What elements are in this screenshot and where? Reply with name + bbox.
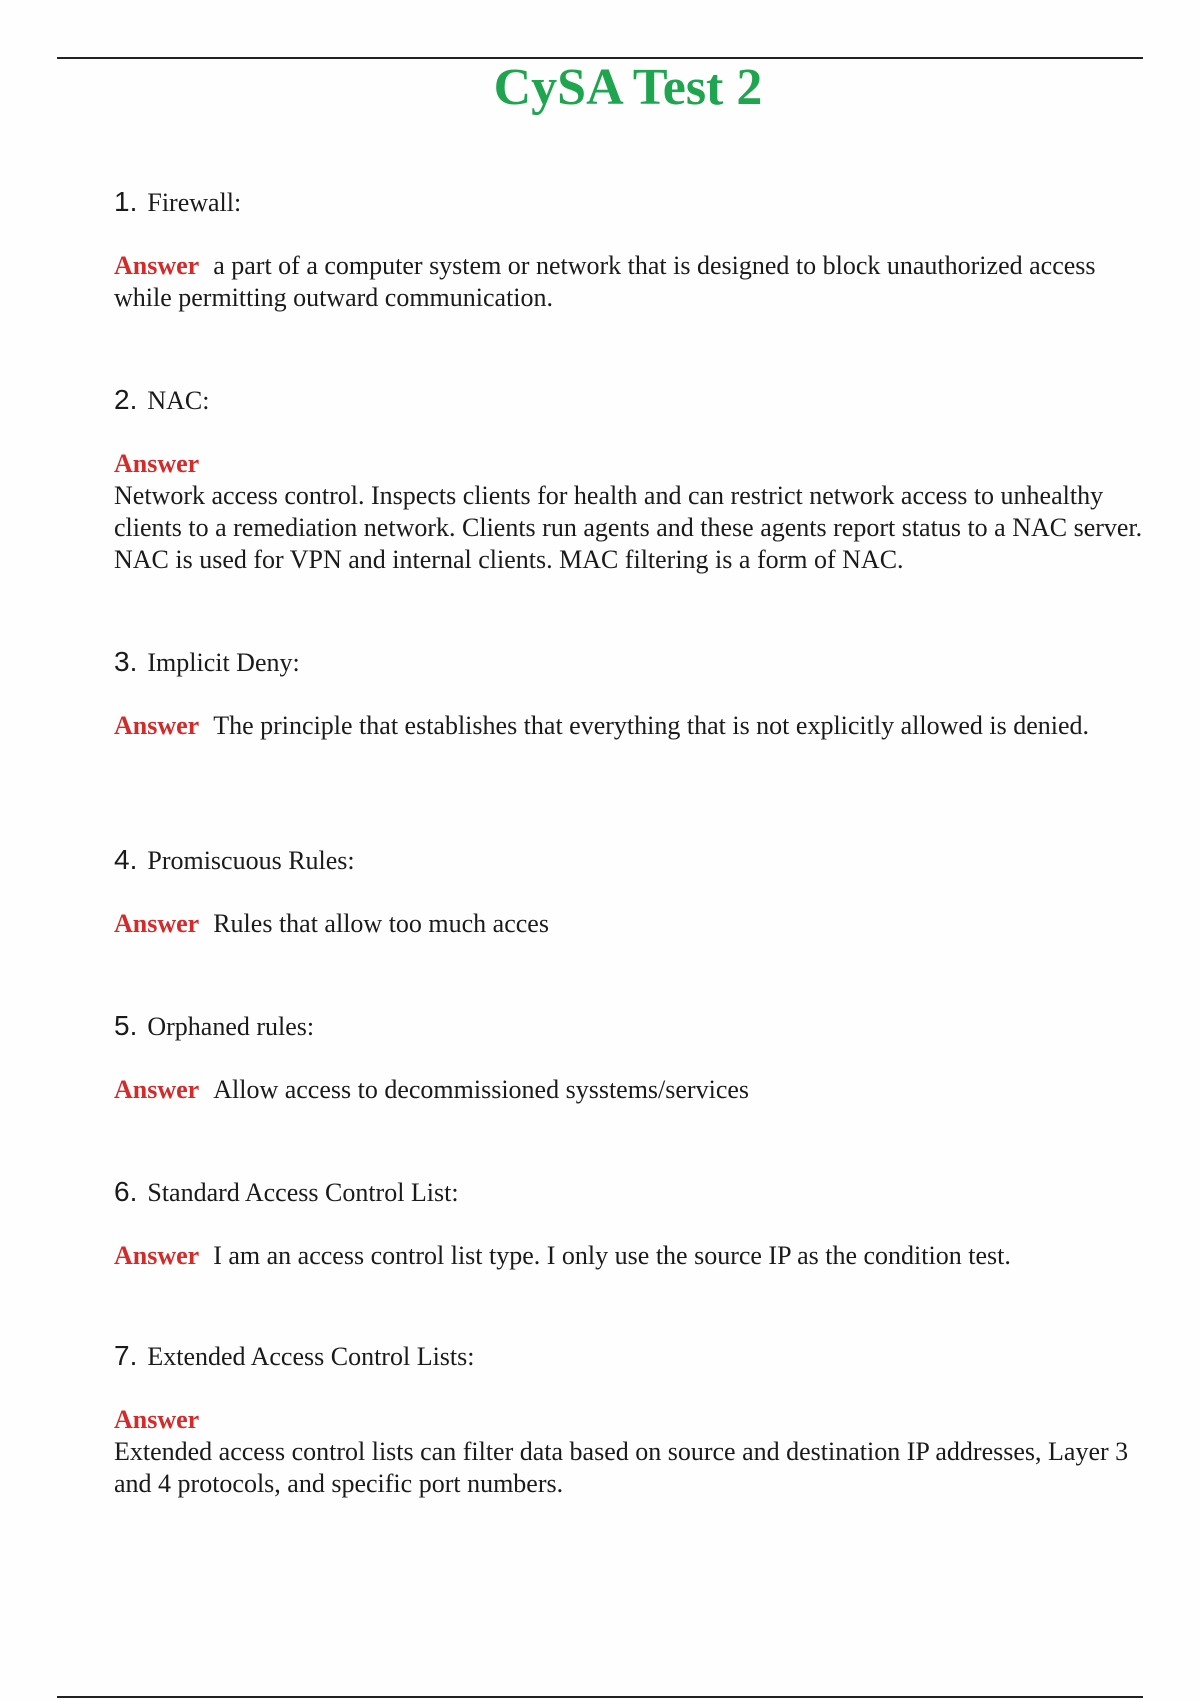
- document-title: CySA Test 2: [493, 59, 763, 116]
- question-text: Promiscuous Rules:: [147, 846, 355, 875]
- question-text: Extended Access Control Lists:: [147, 1342, 475, 1371]
- answer-label: Answer: [114, 1075, 200, 1104]
- answer-label: Answer: [114, 1405, 200, 1434]
- question-item: [114, 384, 1144, 576]
- question-number: 5.: [114, 1010, 138, 1041]
- question-item: [114, 1176, 1144, 1272]
- question-term: [114, 186, 1144, 218]
- question-number: 2.: [114, 384, 138, 415]
- question-number: 6.: [114, 1176, 138, 1207]
- question-term: [114, 1340, 1144, 1372]
- question-text: Orphaned rules:: [147, 1012, 315, 1041]
- bottom-rule: [57, 1696, 1143, 1698]
- answer-label: Answer: [114, 251, 200, 280]
- question-term: [114, 1010, 1144, 1042]
- answer-text: Network access control. Inspects clients for health and can restrict network access to unhealthy clients to a remediation network. Clients run agents and these agents report status to a NAC server. NAC is used for VPN and internal clients. MAC filtering is a form of NAC.: [114, 481, 1143, 574]
- answer-text: I am an access control list type. I only use the source IP as the condition test.: [213, 1241, 1011, 1270]
- question-text: Firewall:: [147, 188, 242, 217]
- question-number: 4.: [114, 844, 138, 875]
- answer-block: [114, 250, 1144, 314]
- question-item: [114, 1010, 1144, 1106]
- question-text: Implicit Deny:: [147, 648, 300, 677]
- question-text: NAC:: [147, 386, 210, 415]
- answer-text: Extended access control lists can filter data based on source and destination IP addresses, Layer 3 and 4 protocols, and specific port numbers.: [114, 1437, 1129, 1498]
- question-text: Standard Access Control List:: [147, 1178, 459, 1207]
- answer-block: [114, 908, 1144, 940]
- question-number: 3.: [114, 646, 138, 677]
- answer-block: [114, 1404, 1144, 1500]
- answer-label: Answer: [114, 449, 200, 478]
- question-number: 1.: [114, 186, 138, 217]
- answer-label: Answer: [114, 909, 200, 938]
- answer-label: Answer: [114, 1241, 200, 1270]
- question-term: [114, 1176, 1144, 1208]
- answer-text: Rules that allow too much acces: [213, 909, 549, 938]
- answer-label: Answer: [114, 711, 200, 740]
- question-item: [114, 844, 1144, 940]
- question-number: 7.: [114, 1340, 138, 1371]
- answer-block: [114, 710, 1144, 742]
- question-term: [114, 646, 1144, 678]
- answer-text: The principle that establishes that everything that is not explicitly allowed is denied.: [213, 711, 1090, 740]
- question-term: [114, 844, 1144, 876]
- question-item: [114, 646, 1144, 742]
- question-item: [114, 1340, 1144, 1500]
- answer-block: [114, 448, 1144, 576]
- answer-text: Allow access to decommissioned sysstems/services: [213, 1075, 750, 1104]
- answer-text: a part of a computer system or network that is designed to block unauthorized access while permitting outward communication.: [114, 251, 1096, 312]
- answer-block: [114, 1240, 1144, 1272]
- answer-block: [114, 1074, 1144, 1106]
- question-term: [114, 384, 1144, 416]
- question-item: [114, 186, 1144, 314]
